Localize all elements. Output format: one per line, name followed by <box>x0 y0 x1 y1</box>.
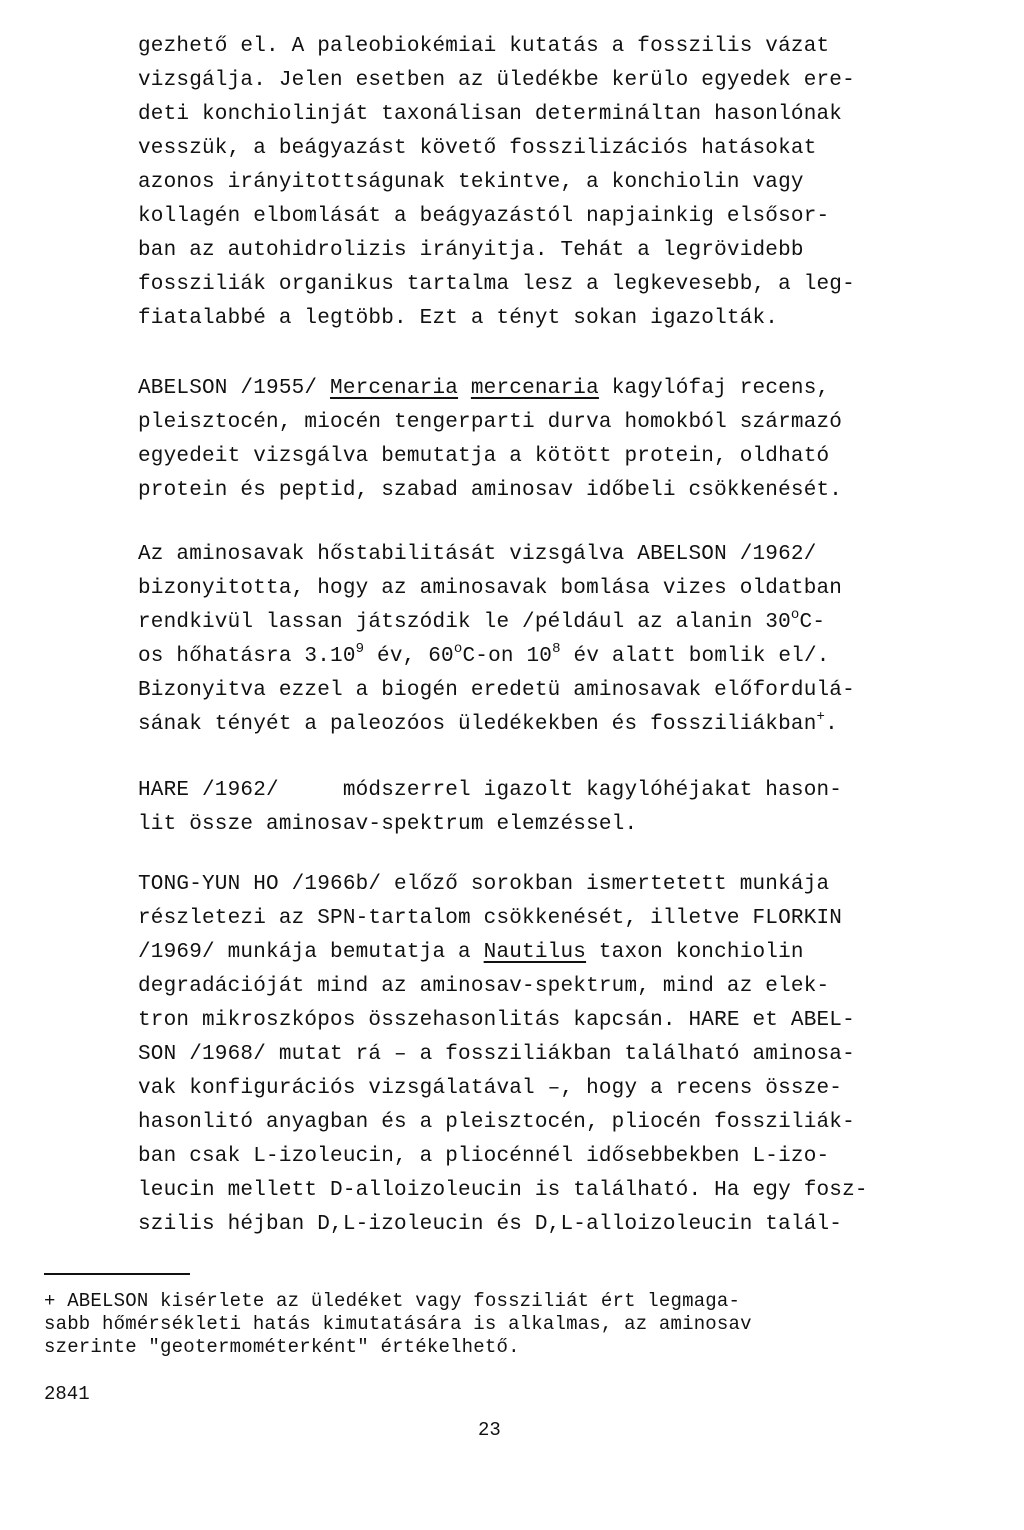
text-line: HARE /1962/ módszerrel igazolt kagylóhéjakat hason- <box>138 779 843 802</box>
text-run: év alatt bomlik el/. <box>560 645 830 668</box>
text-line: azonos irányitottságunak tekintve, a konchiolin vagy <box>138 171 804 194</box>
text-line: Az aminosavak hőstabilitását vizsgálva ABELSON /1962/ <box>138 543 817 566</box>
text-line: részletezi az SPN-tartalom csökkenését, illetve FLORKIN <box>138 907 843 930</box>
taxon-name-genus: Nautilus <box>483 941 587 964</box>
text-line: vak konfigurációs vizsgálatával –, hogy a recens össze- <box>138 1077 843 1100</box>
text-run: C- <box>799 611 826 634</box>
text-run: év, 60 <box>364 645 454 668</box>
text-line: leucin mellett D-alloizoleucin is található. Ha egy fosz- <box>138 1179 868 1202</box>
text-line <box>138 372 958 406</box>
footnote <box>44 1290 984 1359</box>
footnote-line: + ABELSON kisérlete az üledéket vagy fossziliát ért legmaga- <box>44 1290 741 1312</box>
text-line: Bizonyitva ezzel a biogén eredetü aminosavak előfordulá- <box>138 679 855 702</box>
text-run: C-on 10 <box>462 645 553 668</box>
text-line: ban az autohidrolizis irányitja. Tehát a legrövidebb <box>138 239 804 262</box>
text-line: vizsgálja. Jelen esetben az üledékbe kerülo egyedek ere- <box>138 69 855 92</box>
text-line: lit össze aminosav-spektrum elemzéssel. <box>138 813 638 836</box>
footnote-separator <box>44 1273 190 1275</box>
text-line: vesszük, a beágyazást követő fosszilizációs hatásokat <box>138 137 817 160</box>
text-run: sának tényét a paleozóos üledékekben és fossziliákban <box>138 713 817 736</box>
footnote-line: szerinte "geotermométerként" értékelhető. <box>44 1336 520 1358</box>
text-line: TONG-YUN HO /1966b/ előző sorokban ismertetett munkája <box>138 873 830 896</box>
text-line: egyedeit vizsgálva bemutatja a kötött protein, oldható <box>138 445 830 468</box>
text-line <box>138 936 958 970</box>
text-run: os hőhatásra 3.10 <box>138 645 356 668</box>
paragraph-1 <box>138 30 958 336</box>
text-run: kagylófaj recens, <box>598 377 830 400</box>
superscript: 8 <box>552 641 561 657</box>
taxon-name-genus: Mercenaria <box>330 377 459 400</box>
text-run: /1969/ munkája bemutatja a <box>138 941 484 964</box>
text-line: gezhető el. A paleobiokémiai kutatás a fosszilis vázat <box>138 35 830 58</box>
paragraph-2 <box>138 372 958 508</box>
text-line: fossziliák organikus tartalma lesz a legkevesebb, a leg- <box>138 273 855 296</box>
text-line: pleisztocén, miocén tengerparti durva homokból származó <box>138 411 843 434</box>
superscript: o <box>453 641 463 657</box>
taxon-name-species: mercenaria <box>470 377 599 400</box>
superscript: o <box>790 607 800 623</box>
text-run: ABELSON /1955/ <box>138 377 331 400</box>
text-run: . <box>825 713 838 736</box>
text-line: szilis héjban D,L-izoleucin és D,L-alloizoleucin talál- <box>138 1213 843 1236</box>
text-run <box>458 377 471 400</box>
text-line <box>138 640 958 674</box>
superscript: 9 <box>355 641 365 657</box>
text-line: SON /1968/ mutat rá – a fossziliákban található aminosa- <box>138 1043 855 1066</box>
text-run: rendkivül lassan játszódik le /például az alanin 30 <box>138 611 791 634</box>
document-code: 2841 <box>44 1383 90 1405</box>
text-line: deti konchiolinját taxonálisan determináltan hasonlónak <box>138 103 843 126</box>
text-line <box>138 606 958 640</box>
text-line: protein és peptid, szabad aminosav időbeli csökkenését. <box>138 479 843 502</box>
paragraph-3 <box>138 538 958 742</box>
text-line: hasonlitó anyagban és a pleisztocén, pliocén fossziliák- <box>138 1111 855 1134</box>
text-line: tron mikroszkópos összehasonlitás kapcsán. HARE et ABEL- <box>138 1009 855 1032</box>
paragraph-5 <box>138 868 958 1242</box>
footnote-line: sabb hőmérsékleti hatás kimutatására is alkalmas, az aminosav <box>44 1313 752 1335</box>
text-line: kollagén elbomlását a beágyazástól napjainkig elsősor- <box>138 205 830 228</box>
text-line: degradációját mind az aminosav-spektrum, mind az elek- <box>138 975 830 998</box>
footnote-marker: + <box>816 709 826 725</box>
paragraph-4 <box>138 774 958 842</box>
text-line: ban csak L-izoleucin, a pliocénnél idősebbekben L-izo- <box>138 1145 830 1168</box>
text-run: taxon konchiolin <box>586 941 804 964</box>
text-line: bizonyitotta, hogy az aminosavak bomlása vizes oldatban <box>138 577 843 600</box>
text-line <box>138 708 958 742</box>
page-number: 23 <box>478 1419 501 1441</box>
text-line: fiatalabbé a legtöbb. Ezt a tényt sokan igazolták. <box>138 307 779 330</box>
